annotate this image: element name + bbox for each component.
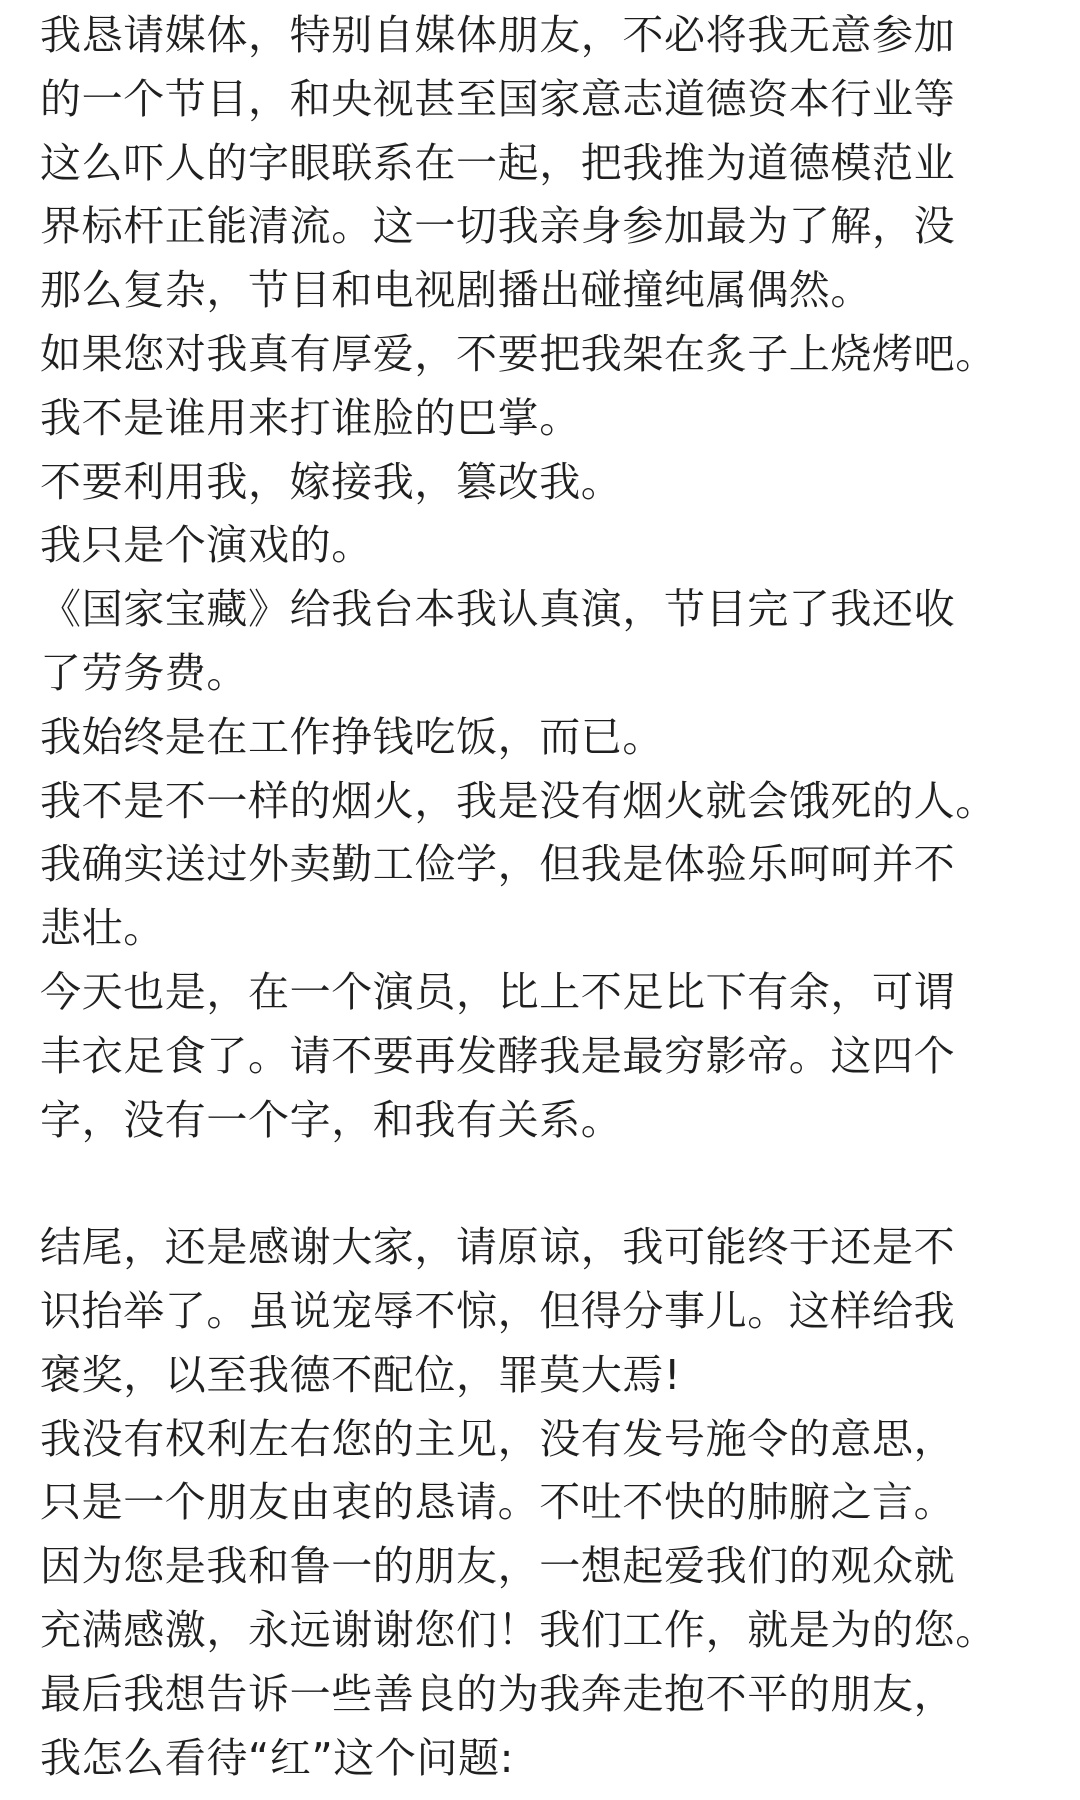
text-line: 我没有权利左右您的主见，没有发号施令的意思，: [40, 1414, 956, 1463]
text-line: 我只是个演戏的。: [40, 521, 373, 570]
text-line: 丰衣足食了。请不要再发酵我是最穷影帝。这四个: [40, 1031, 956, 1080]
text-line: 最后我想告诉一些善良的为我奔走抱不平的朋友，: [40, 1669, 956, 1718]
text-line: 今天也是，在一个演员，比上不足比下有余，可谓: [40, 967, 956, 1016]
text-line: 《国家宝藏》给我台本我认真演，节目完了我还收: [40, 585, 956, 634]
text-line: 界标杆正能清流。这一切我亲身参加最为了解，没: [40, 202, 956, 251]
text-line: 充满感激，永远谢谢您们！我们工作，就是为的您。: [40, 1605, 997, 1654]
text-line: 我怎么看待“红”这个问题:: [40, 1733, 515, 1782]
text-line: 只是一个朋友由衷的恳请。不吐不快的肺腑之言。: [40, 1478, 956, 1527]
text-line: 我不是不一样的烟火，我是没有烟火就会饿死的人。: [40, 776, 997, 825]
text-line: 了劳务费。: [40, 648, 248, 697]
text-line: 结尾，还是感谢大家，请原谅，我可能终于还是不: [40, 1223, 956, 1272]
text-line: 褒奖，以至我德不配位，罪莫大焉!: [40, 1350, 682, 1399]
text-line: 识抬举了。虽说宠辱不惊，但得分事儿。这样给我: [40, 1286, 956, 1335]
text-line: 如果您对我真有厚爱，不要把我架在炙子上烧烤吧。: [40, 329, 997, 378]
text-line: 因为您是我和鲁一的朋友，一想起爱我们的观众就: [40, 1542, 956, 1591]
text-line: 悲壮。: [40, 904, 165, 953]
text-line: 这么吓人的字眼联系在一起，把我推为道德模范业: [40, 138, 956, 187]
article-text: [40, 4, 1060, 1790]
text-line: 的一个节目，和央视甚至国家意志道德资本行业等: [40, 74, 956, 123]
text-line: 我不是谁用来打谁脸的巴掌。: [40, 393, 581, 442]
text-line: 那么复杂，节目和电视剧播出碰撞纯属偶然。: [40, 266, 872, 315]
text-line: 不要利用我，嫁接我，篡改我。: [40, 457, 623, 506]
text-line: 我确实送过外卖勤工俭学，但我是体验乐呵呵并不: [40, 840, 956, 889]
text-line: 我始终是在工作挣钱吃饭，而已。: [40, 712, 664, 761]
paragraph-spacer: [40, 1152, 1060, 1216]
text-line: 字，没有一个字，和我有关系。: [40, 1095, 623, 1144]
text-line: 我恳请媒体，特别自媒体朋友，不必将我无意参加: [40, 11, 956, 59]
